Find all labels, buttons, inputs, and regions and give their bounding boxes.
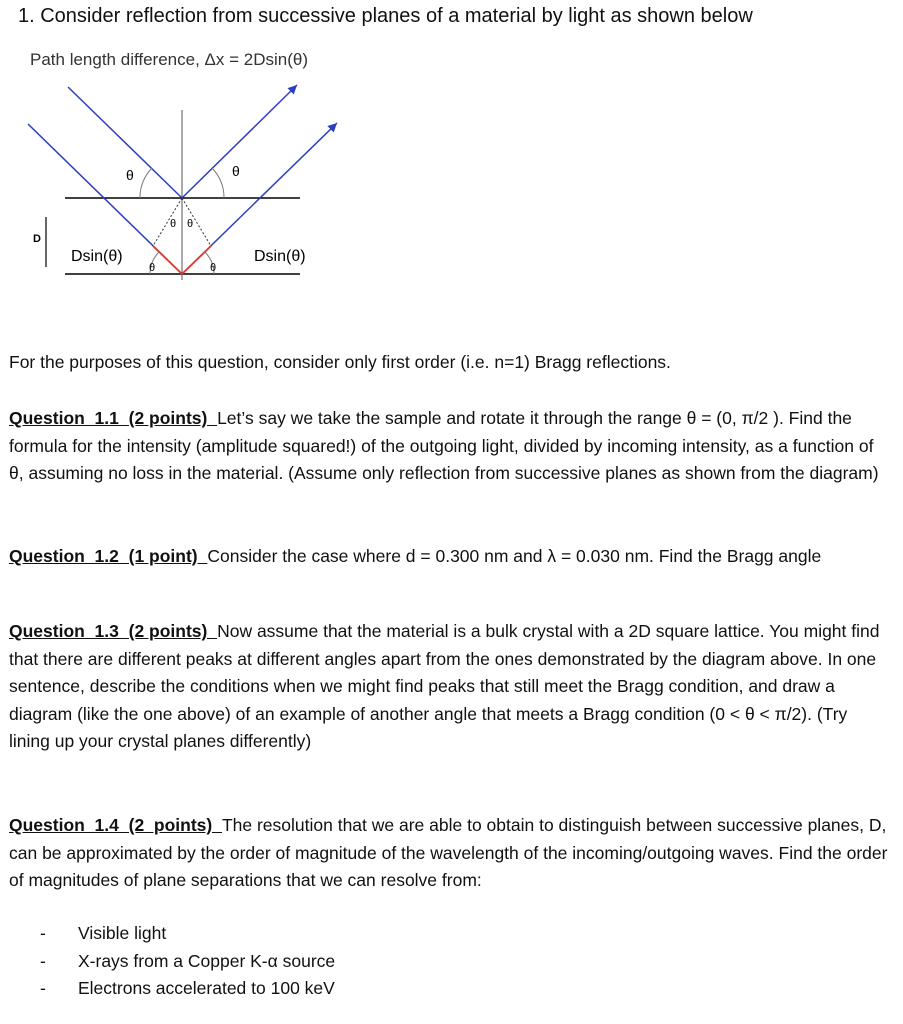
incident-ray-upper bbox=[68, 87, 182, 198]
theta-lower-left: θ bbox=[149, 262, 156, 274]
bragg-diagram bbox=[0, 75, 360, 290]
question-1-4-body: The resolution that we are able to obtain to distinguish between successive planes, D, can be approximated by the order of magnitude of the wavelength of the incoming/outgoing waves. Find the order of magnitudes of plane separations that we can resolve from: bbox=[9, 815, 888, 891]
dotted-perp-left bbox=[153, 198, 182, 246]
theta-upper-left: θ bbox=[126, 167, 134, 183]
question-1-1-heading: Question 1.1 (2 points) bbox=[9, 408, 218, 428]
question-1-4 bbox=[9, 812, 889, 895]
question-1-2-body: Consider the case where d = 0.300 nm and λ = 0.030 nm. Find the Bragg angle bbox=[207, 546, 822, 566]
resolution-sources-list bbox=[40, 920, 335, 1003]
theta-mid-right: θ bbox=[187, 218, 194, 230]
theta-upper-right: θ bbox=[232, 163, 240, 179]
problem-title: 1. Consider reflection from successive planes of a material by light as shown below bbox=[18, 5, 753, 27]
path-diff-left bbox=[153, 246, 182, 274]
theta-mid-left: θ bbox=[170, 218, 177, 230]
theta-lower-right: θ bbox=[210, 262, 217, 274]
dsin-left-label: Dsin(θ) bbox=[71, 248, 123, 265]
question-1-3 bbox=[9, 618, 889, 756]
dsin-right-label: Dsin(θ) bbox=[254, 248, 306, 265]
d-label: D bbox=[33, 233, 41, 245]
question-1-3-body: Now assume that the material is a bulk crystal with a 2D square lattice. You might find that there are different peaks at different angles apart from the ones demonstrated by the diagram above. In one sentence, describe the conditions when we might find peaks that still meet the Bragg condition, and draw a diagram (like the one above) of an example of another angle that meets a Bragg condition (0 < θ < π/2). (Try lining up your crystal planes differently) bbox=[9, 621, 880, 752]
angle-arc-upper-right bbox=[212, 168, 224, 198]
question-1-3-heading: Question 1.3 (2 points) bbox=[9, 621, 218, 641]
question-1-2 bbox=[9, 543, 889, 571]
angle-arc-upper-left bbox=[140, 168, 152, 198]
list-item: - X-rays from a Copper K-α source bbox=[40, 948, 335, 976]
question-1-1-body: Let’s say we take the sample and rotate it through the range θ = (0, π/2 ). Find the formula for the intensity (amplitude squared!) of the outgoing light, divided by incoming intensity, as a function of θ, assuming no loss in the material. (Assume only reflection from successive planes as shown from the diagram) bbox=[9, 408, 879, 484]
reflected-ray-upper bbox=[182, 85, 297, 198]
list-item: - Visible light bbox=[40, 920, 335, 948]
question-1-4-heading: Question 1.4 (2 points) bbox=[9, 815, 222, 835]
list-item: - Electrons accelerated to 100 keV bbox=[40, 975, 335, 1003]
question-1-1 bbox=[9, 405, 889, 488]
path-diff-right bbox=[182, 246, 211, 274]
path-length-formula: Path length difference, Δx = 2Dsin(θ) bbox=[30, 50, 309, 69]
question-1-2-heading: Question 1.2 (1 point) bbox=[9, 546, 208, 566]
intro-text: For the purposes of this question, consider only first order (i.e. n=1) Bragg reflections. bbox=[9, 352, 671, 372]
